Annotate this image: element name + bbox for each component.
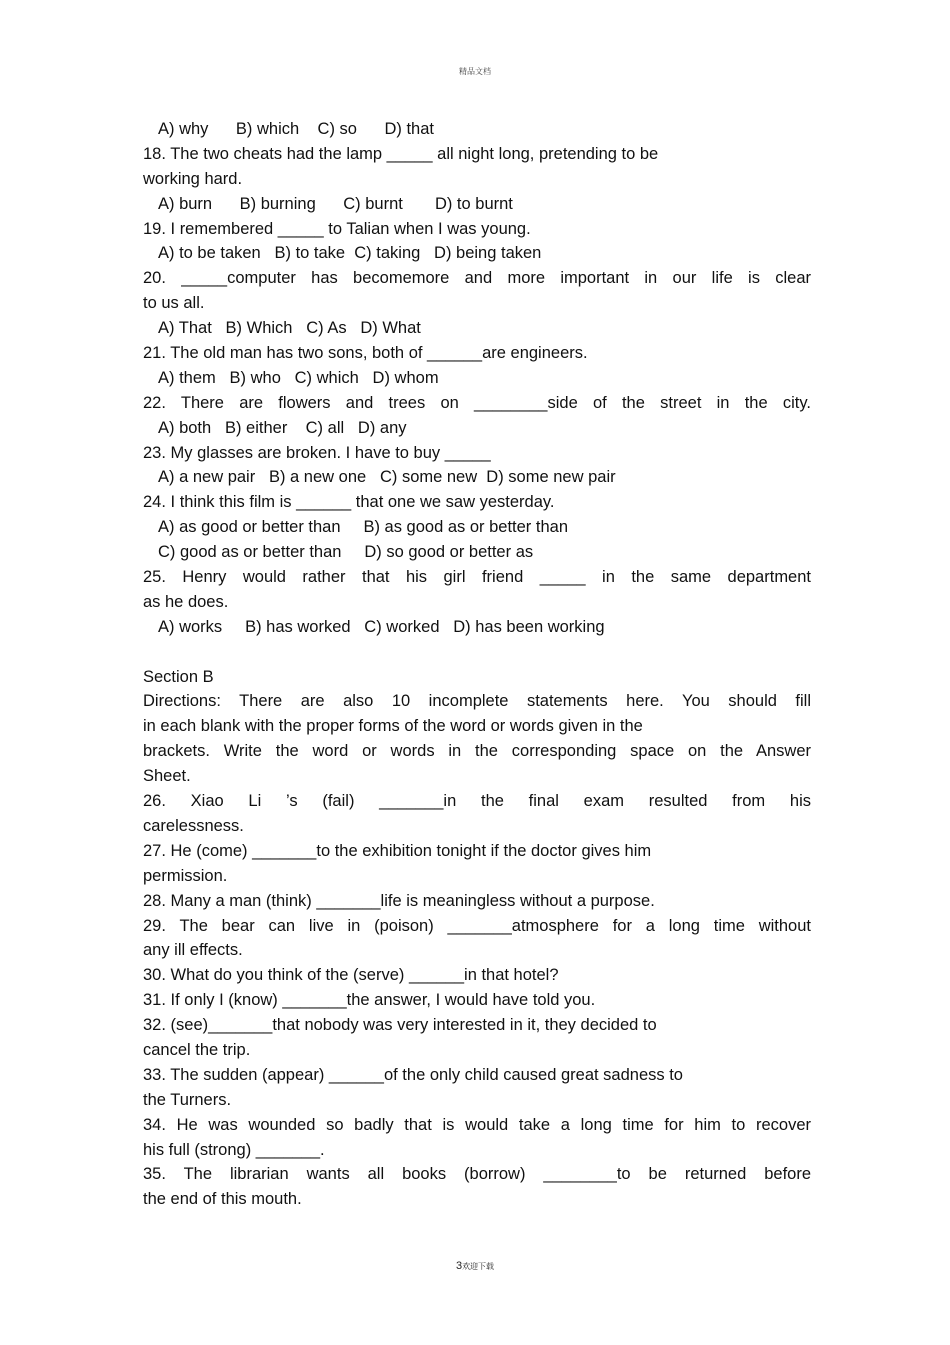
text-line: carelessness. xyxy=(143,816,244,835)
text-line: A) to be taken B) to take C) taking D) being taken xyxy=(158,244,542,263)
text-line: 26. Xiao Li ’s (fail) _______in the final exam resulted from his xyxy=(143,792,811,811)
text-line: A) That B) Which C) As D) What xyxy=(158,319,421,338)
text-line: 34. He was wounded so badly that is would take a long time for him to recover xyxy=(143,1115,811,1134)
text-line: 21. The old man has two sons, both of ______are engineers. xyxy=(143,344,588,363)
text-line: 33. The sudden (appear) ______of the only child caused great sadness to xyxy=(143,1065,683,1084)
text-line: 19. I remembered _____ to Talian when I was young. xyxy=(143,219,531,238)
text-line: in each blank with the proper forms of the word or words given in the xyxy=(143,717,643,736)
text-line: A) why B) which C) so D) that xyxy=(158,120,434,138)
text-line: 28. Many a man (think) _______life is meaningless without a purpose. xyxy=(143,891,655,910)
text-line: working hard. xyxy=(143,169,243,188)
footer-text: 欢迎下载 xyxy=(462,1262,495,1271)
text-line: A) both B) either C) all D) any xyxy=(158,418,407,437)
text-line: cancel the trip. xyxy=(143,1040,251,1059)
text-line: as he does. xyxy=(143,592,229,611)
text-line: 25. Henry would rather that his girl friend _____ in the same department xyxy=(143,568,811,587)
text-line: permission. xyxy=(143,866,228,885)
text-line: 23. My glasses are broken. I have to buy _____ xyxy=(143,443,491,462)
document-body xyxy=(143,117,811,1212)
text-line: A) burn B) burning C) burnt D) to burnt xyxy=(158,194,513,213)
text-line: A) as good or better than B) as good as or better than xyxy=(158,518,568,537)
text-line: C) good as or better than D) so good or better as xyxy=(158,543,534,562)
text-line: Section B xyxy=(143,667,214,686)
text-line: Directions: There are also 10 incomplete statements here. You should fill xyxy=(143,692,811,711)
page-number: 3 xyxy=(455,1260,463,1272)
page-footer xyxy=(0,1260,950,1272)
text-line: 32. (see)_______that nobody was very interested in it, they decided to xyxy=(143,1016,657,1035)
text-line: the end of this mouth. xyxy=(143,1190,302,1209)
text-line: 20. _____computer has becomemore and more important in our life is clear xyxy=(143,269,811,288)
text-line: brackets. Write the word or words in the corresponding space on the Answer xyxy=(143,742,811,761)
text-line: A) works B) has worked C) worked D) has been working xyxy=(158,617,605,636)
text-line: 24. I think this film is ______ that one we saw yesterday. xyxy=(143,493,555,512)
text-line: 30. What do you think of the (serve) ______in that hotel? xyxy=(143,966,559,985)
text-line: 18. The two cheats had the lamp _____ all night long, pretending to be xyxy=(143,144,659,163)
text-line: his full (strong) _______. xyxy=(143,1140,325,1159)
text-line: 29. The bear can live in (poison) _______atmosphere for a long time without xyxy=(143,916,811,935)
blank-line xyxy=(143,640,811,665)
text-line: the Turners. xyxy=(143,1090,232,1109)
text-line: A) them B) who C) which D) whom xyxy=(158,368,439,387)
text-line: 22. There are flowers and trees on ________side of the street in the city. xyxy=(143,393,811,412)
text-line: 27. He (come) _______to the exhibition tonight if the doctor gives him xyxy=(143,841,652,860)
text-line: 31. If only I (know) _______the answer, I would have told you. xyxy=(143,991,596,1010)
text-line: Sheet. xyxy=(143,767,191,786)
text-line: any ill effects. xyxy=(143,941,243,960)
text-line: to us all. xyxy=(143,294,205,313)
text-line: 35. The librarian wants all books (borrow) ________to be returned before xyxy=(143,1165,811,1184)
page-header: 精品文档 xyxy=(459,67,491,76)
text-line: A) a new pair B) a new one C) some new D) some new pair xyxy=(158,468,616,487)
